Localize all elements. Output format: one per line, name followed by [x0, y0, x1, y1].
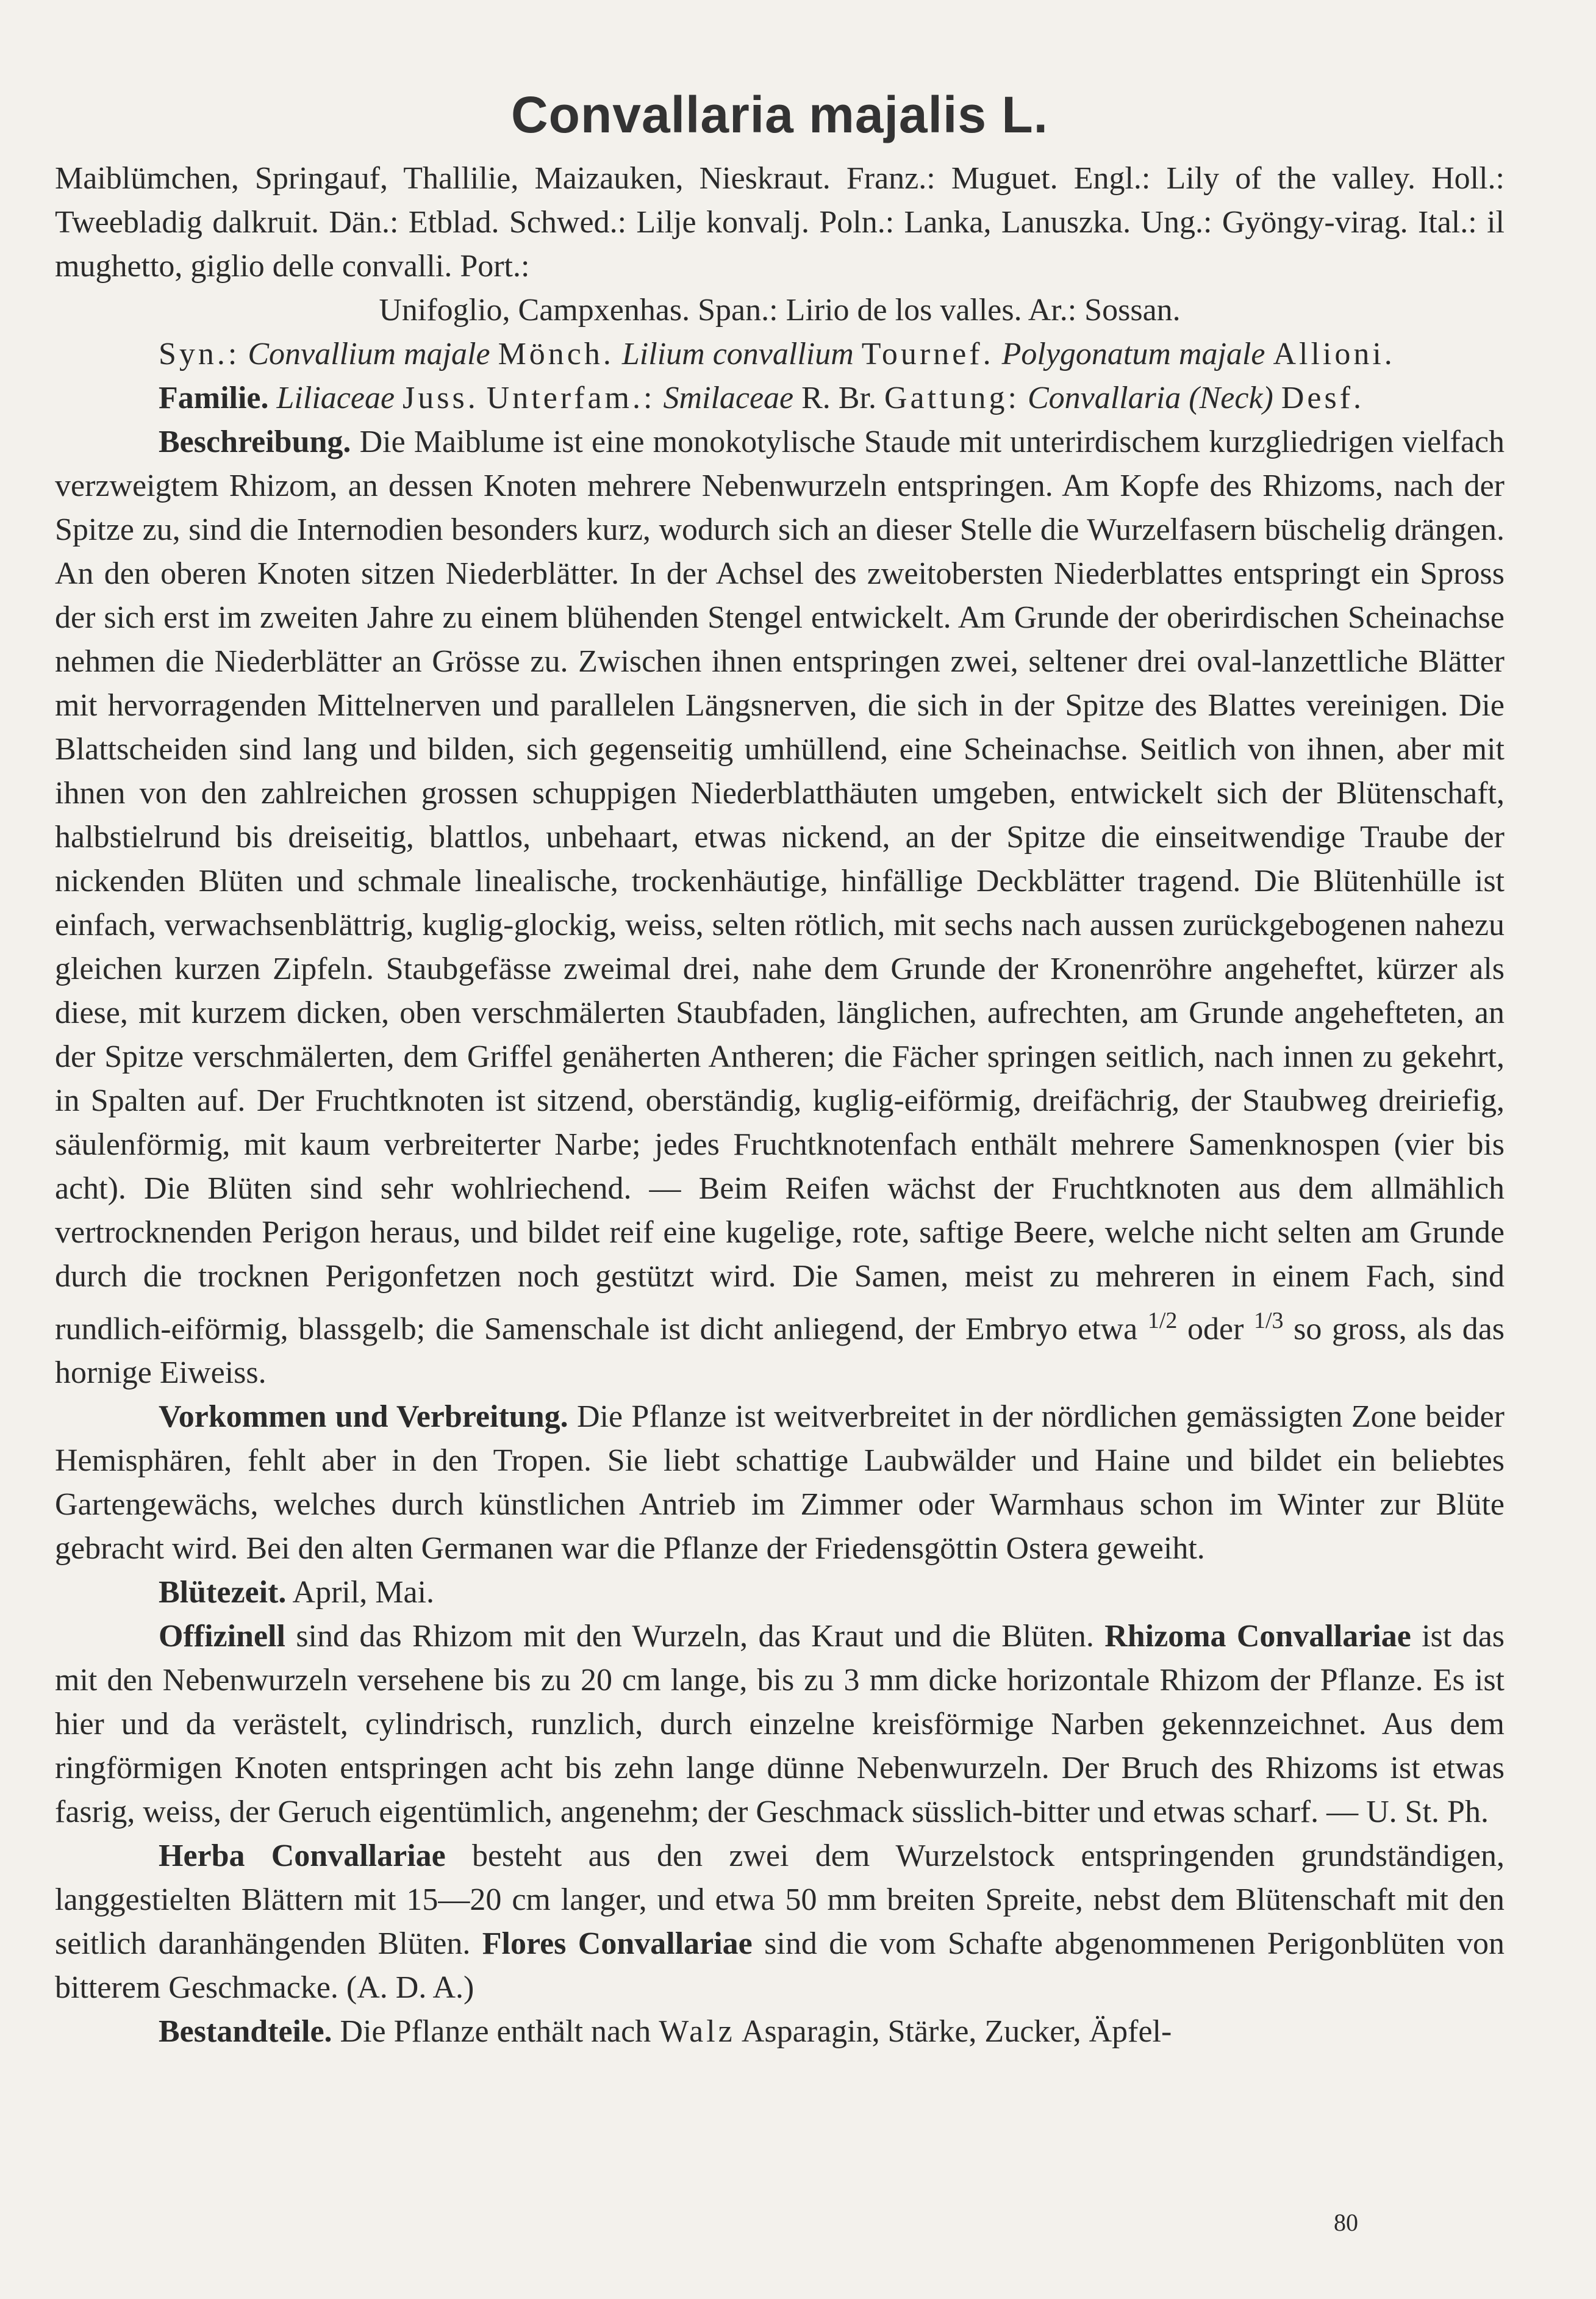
bestandteile-text-1: Die Pflanze enthält nach — [340, 2014, 651, 2050]
herba-label: Herba Convallariae — [159, 1838, 446, 1874]
fraction-half: 1/2 — [1147, 1308, 1178, 1333]
gattung-label: Gattung: — [884, 381, 1020, 415]
beschreibung-paragraph — [55, 420, 1505, 1395]
syn-name-2: Lilium convallium — [621, 337, 854, 371]
beschreibung-end: so gross, als das hornige Eiweiss. — [55, 1311, 1505, 1391]
herba-text-1: besteht aus den zwei dem Wurzelstock entspringenden grundständigen, langgestielten Blättern mit 15—20 cm langer, und etwa 50 mm breiten Spreite, nebst dem Blütenschaft mit den seitlich daranhängenden Blüten. — [55, 1838, 1505, 1962]
offizinell-label: Offizinell — [159, 1619, 285, 1654]
unterfam-author: R. Br. — [801, 381, 876, 415]
beschreibung-label: Beschreibung. — [159, 425, 351, 459]
page-title: Convallaria majalis L. — [510, 86, 1049, 143]
beschreibung-text: Die Maiblume ist eine monokotylische Staude mit unterirdischem kurzgliedrigen vielfach verzweigtem Rhizom, an dessen Knoten mehrere Nebenwurzeln entspringen. Am Kopfe des Rhizoms, nach der Spitze zu, sind die Internodien besonders kurz, wodurch sich an dieser Stelle die Wurzelfasern büschelig drängen. An den oberen Knoten sitzen Niederblätter. In der Achsel des zweitobersten Niederblattes entspringt ein Spross der sich erst im zweiten Jahre zu einem blühenden Stengel entwickelt. Am Grunde der oberirdischen Scheinachse nehmen die Niederblätter an Grösse zu. Zwischen ihnen entspringen zwei, seltener drei oval-lanzettliche Blätter mit hervorragenden Mittelnerven und parallelen Längsnerven, die sich in der Spitze des Blattes vereinigen. Die Blattscheiden sind lang und bilden, sich gegenseitig umhüllend, eine Scheinachse. Seitlich von ihnen, aber mit ihnen von den zahlreichen grossen schuppigen Niederblatthäuten umgeben, entwickelt sich der Blütenschaft, halbstielrund bis dreiseitig, blattlos, unbehaart, etwas nickend, an der Spitze die einseitwendige Traube der nickenden Blüten und schmale linealische, trockenhäutige, hinfällige Deckblätter tragend. Die Blütenhülle ist einfach, verwachsenblättrig, kuglig-glockig, weiss, selten rötlich, mit sechs nach aussen zurückgebogenen nahezu gleichen kurzen Zipfeln. Staubgefässe zweimal drei, nahe dem Grunde der Kronenröhre angeheftet, kürzer als diese, mit kurzem dicken, oben verschmälerten Staubfaden, länglichen, aufrechten, am Grunde angehefteten, an der Spitze verschmälerten, dem Griffel genäherten Antheren; die Fächer springen seitlich, nach innen zu gekehrt, in Spalten auf. Der Fruchtknoten ist sitzend, oberständig, kuglig-eiförmig, dreifächrig, der Staubweg dreiriefig, säulenförmig, mit kaum verbreiterter Narbe; jedes Fruchtknotenfach enthält mehrere Samenknospen (vier bis acht). Die Blüten sind sehr wohlriechend. — Beim Reifen wächst der Fruchtknoten aus dem allmählich vertrocknenden Perigon heraus, und bildet reif eine kugelige, rote, saftige Beere, welche nicht selten am Grunde durch die trocknen Perigonfetzen noch gestützt wird. Die Samen, meist zu mehreren in einem Fach, sind rundlich-eiförmig, blassgelb; die Samenschale ist dicht anliegend, der Embryo etwa — [55, 425, 1505, 1347]
vorkommen-paragraph — [55, 1395, 1505, 1571]
herba-paragraph — [55, 1834, 1505, 2010]
offizinell-text-2: ist das mit den Nebenwurzeln versehene bis zu 20 cm lange, bis zu 3 mm dicke horizontale Rhizom der Pflanze. Es ist hier und da verästelt, cylindrisch, runzlich, durch einzelne kreisförmige Narben gekennzeichnet. Aus dem ringförmigen Knoten entspringen acht bis zehn lange dünne Nebenwurzeln. Der Bruch des Rhizoms ist etwas fasrig, weiss, der Geruch eigentümlich, angenehm; der Geschmack süsslich-bitter und etwas scharf. — U. St. Ph. — [55, 1619, 1505, 1830]
vorkommen-label: Vorkommen und Verbreitung. — [159, 1399, 568, 1435]
offizinell-paragraph — [55, 1615, 1505, 1834]
syn-author-2: Tournef. — [861, 337, 994, 371]
bluetezeit-text: April, Mai. — [292, 1575, 435, 1610]
page-number: 80 — [1334, 2209, 1358, 2236]
synonyms-paragraph — [55, 332, 1505, 376]
familie-paragraph — [55, 376, 1505, 420]
beschreibung-mid: oder — [1187, 1311, 1244, 1347]
syn-label: Syn.: — [159, 337, 240, 371]
bestandteile-text-2: Asparagin, Stärke, Zucker, Äpfel- — [741, 2014, 1172, 2050]
syn-name-3: Polygonatum majale — [1001, 337, 1265, 371]
fraction-third: 1/3 — [1253, 1308, 1284, 1333]
gattung-name: Convallaria — [1027, 381, 1181, 415]
unterfam-label: Unterfam.: — [486, 381, 656, 415]
familie-label: Familie. — [159, 381, 269, 415]
syn-author-3: Allioni. — [1273, 337, 1395, 371]
gattung-author: Desf. — [1281, 381, 1365, 415]
common-names — [55, 157, 1505, 289]
familie-name: Liliaceae — [276, 381, 395, 415]
bestandteile-paragraph — [55, 2010, 1505, 2054]
common-names-cont — [55, 289, 1505, 332]
familie-author: Juss. — [403, 381, 479, 415]
bestandteile-label: Bestandteile. — [159, 2014, 332, 2050]
bluetezeit-paragraph — [55, 1571, 1505, 1615]
common-names-line-1: Maiblümchen, Springauf, Thallilie, Maizauken, Nieskraut. Franz.: Muguet. Engl.: Lily of the valley. Holl.: Tweebladig dalkruit. Dän.: Etblad. Schwed.: Lilje konvalj. Poln.: Lanka, Lanuszka. Ung.: Gyöngy-virag. Ital.: il mughetto, giglio delle convalli. Port.: — [55, 161, 1505, 284]
unterfam-name: Smilaceae — [663, 381, 794, 415]
herba-text-2: sind die vom Schafte abgenommenen Perigonblüten von bitterem Geschmacke. (A. D. A.) — [55, 1926, 1505, 2006]
common-names-line-2: Unifoglio, Campxenhas. Span.: Lirio de los valles. Ar.: Sossan. — [379, 293, 1181, 328]
vorkommen-text: Die Pflanze ist weitverbreitet in der nördlichen gemässigten Zone beider Hemisphären, fehlt aber in den Tropen. Sie liebt schattige Laubwälder und Haine und bildet ein beliebtes Gartengewächs, welches durch künstlichen Antrieb im Zimmer oder Warmhaus schon im Winter zur Blüte gebracht wird. Bei den alten Germanen war die Pflanze der Friedensgöttin Ostera geweiht. — [55, 1399, 1505, 1566]
bluetezeit-label: Blütezeit. — [159, 1575, 287, 1610]
syn-name-1: Convallium majale — [248, 337, 490, 371]
rhizoma-convallariae-label: Rhizoma Convallariae — [1104, 1619, 1411, 1654]
syn-author-1: Mönch. — [498, 337, 614, 371]
bestandteile-author: Walz — [659, 2014, 735, 2050]
gattung-note: (Neck) — [1189, 381, 1273, 415]
offizinell-text-1: sind das Rhizom mit den Wurzeln, das Kraut und die Blüten. — [296, 1619, 1094, 1654]
flores-convallariae-label: Flores Convallariae — [482, 1926, 753, 1962]
